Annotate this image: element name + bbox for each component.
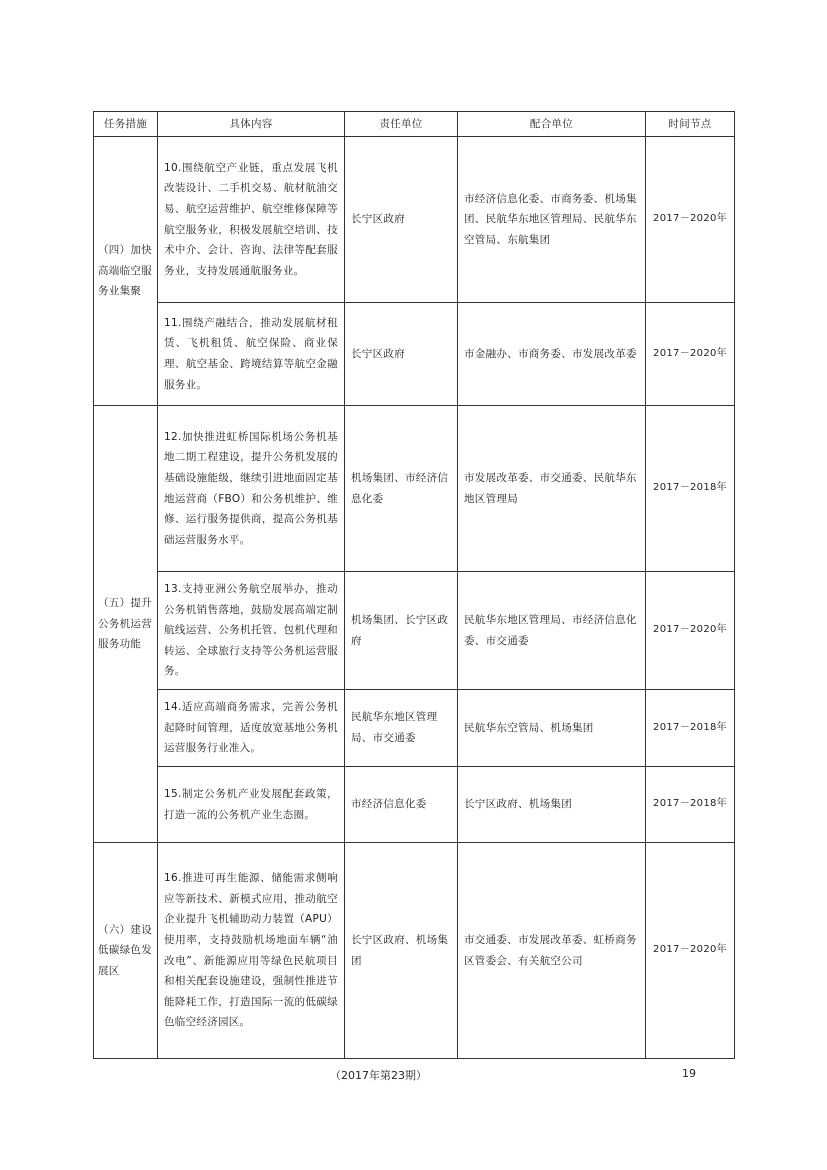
cooperating-cell: 市经济信息化委、市商务委、机场集团、民航华东地区管理局、民航华东空管局、东航集团	[458, 137, 646, 303]
table-row	[94, 767, 735, 843]
table-row	[94, 303, 735, 406]
page-number: 19	[682, 1067, 696, 1080]
header-row	[94, 112, 735, 137]
time-cell: 2017－2020年	[646, 843, 735, 1059]
header-task: 任务措施	[94, 112, 158, 137]
header-time: 时间节点	[646, 112, 735, 137]
table-row	[94, 137, 735, 303]
responsible-cell: 机场集团、市经济信息化委	[345, 406, 458, 572]
time-cell: 2017－2018年	[646, 690, 735, 767]
responsible-cell: 长宁区政府	[345, 137, 458, 303]
cooperating-cell: 市发展改革委、市交通委、民航华东地区管理局	[458, 406, 646, 572]
content-cell: 12.加快推进虹桥国际机场公务机基地二期工程建设，提升公务机发展的基础设施能级，继续引进地面固定基地运营商（FBO）和公务机维护、维修、运行服务提供商，提高公务机基础运营服务水平。	[158, 406, 345, 572]
category-cell: （六）建设低碳绿色发展区	[94, 843, 158, 1059]
task-table	[93, 111, 735, 1059]
responsible-cell: 长宁区政府	[345, 303, 458, 406]
category-cell: （五）提升公务机运营服务功能	[94, 406, 158, 843]
time-cell: 2017－2018年	[646, 767, 735, 843]
time-cell: 2017－2018年	[646, 406, 735, 572]
content-cell: 13.支持亚洲公务航空展举办，推动公务机销售落地，鼓励发展高端定制航线运营、公务机托管、包机代理和转运、全球旅行支持等公务机运营服务。	[158, 572, 345, 690]
time-cell: 2017－2020年	[646, 303, 735, 406]
responsible-cell: 市经济信息化委	[345, 767, 458, 843]
responsible-cell: 长宁区政府、机场集团	[345, 843, 458, 1059]
cooperating-cell: 市金融办、市商务委、市发展改革委	[458, 303, 646, 406]
content-cell: 16.推进可再生能源、储能需求侧响应等新技术、新模式应用，推动航空企业提升飞机辅助动力装置（APU）使用率，支持鼓励机场地面车辆“油改电”、新能源应用等绿色民航项目和相关配套设施建设，强制性推进节能降耗工作，打造国际一流的低碳绿色临空经济园区。	[158, 843, 345, 1059]
content-cell: 11.围绕产融结合，推动发展航材租赁、飞机租赁、航空保险、商业保理、航空基金、跨境结算等航空金融服务业。	[158, 303, 345, 406]
content-cell: 15.制定公务机产业发展配套政策，打造一流的公务机产业生态圈。	[158, 767, 345, 843]
responsible-cell: 机场集团、长宁区政府	[345, 572, 458, 690]
cooperating-cell: 民航华东空管局、机场集团	[458, 690, 646, 767]
cooperating-cell: 长宁区政府、机场集团	[458, 767, 646, 843]
header-content: 具体内容	[158, 112, 345, 137]
cooperating-cell: 市交通委、市发展改革委、虹桥商务区管委会、有关航空公司	[458, 843, 646, 1059]
table-row	[94, 690, 735, 767]
time-cell: 2017－2020年	[646, 572, 735, 690]
table-row	[94, 843, 735, 1059]
header-cooperating: 配合单位	[458, 112, 646, 137]
issue-label: （2017年第23期）	[330, 1069, 427, 1082]
header-responsible: 责任单位	[345, 112, 458, 137]
category-cell: （四）加快高端临空服务业集聚	[94, 137, 158, 406]
table-row	[94, 406, 735, 572]
responsible-cell: 民航华东地区管理局、市交通委	[345, 690, 458, 767]
table-row	[94, 572, 735, 690]
content-cell: 10.围绕航空产业链，重点发展飞机改装设计、二手机交易、航材航油交易、航空运营维护、航空维修保障等航空服务业，积极发展航空培训、技术中介、会计、咨询、法律等配套服务业，支持发展通航服务业。	[158, 137, 345, 303]
cooperating-cell: 民航华东地区管理局、市经济信息化委、市交通委	[458, 572, 646, 690]
content-cell: 14.适应高端商务需求，完善公务机起降时间管理，适度放宽基地公务机运营服务行业准入。	[158, 690, 345, 767]
time-cell: 2017－2020年	[646, 137, 735, 303]
